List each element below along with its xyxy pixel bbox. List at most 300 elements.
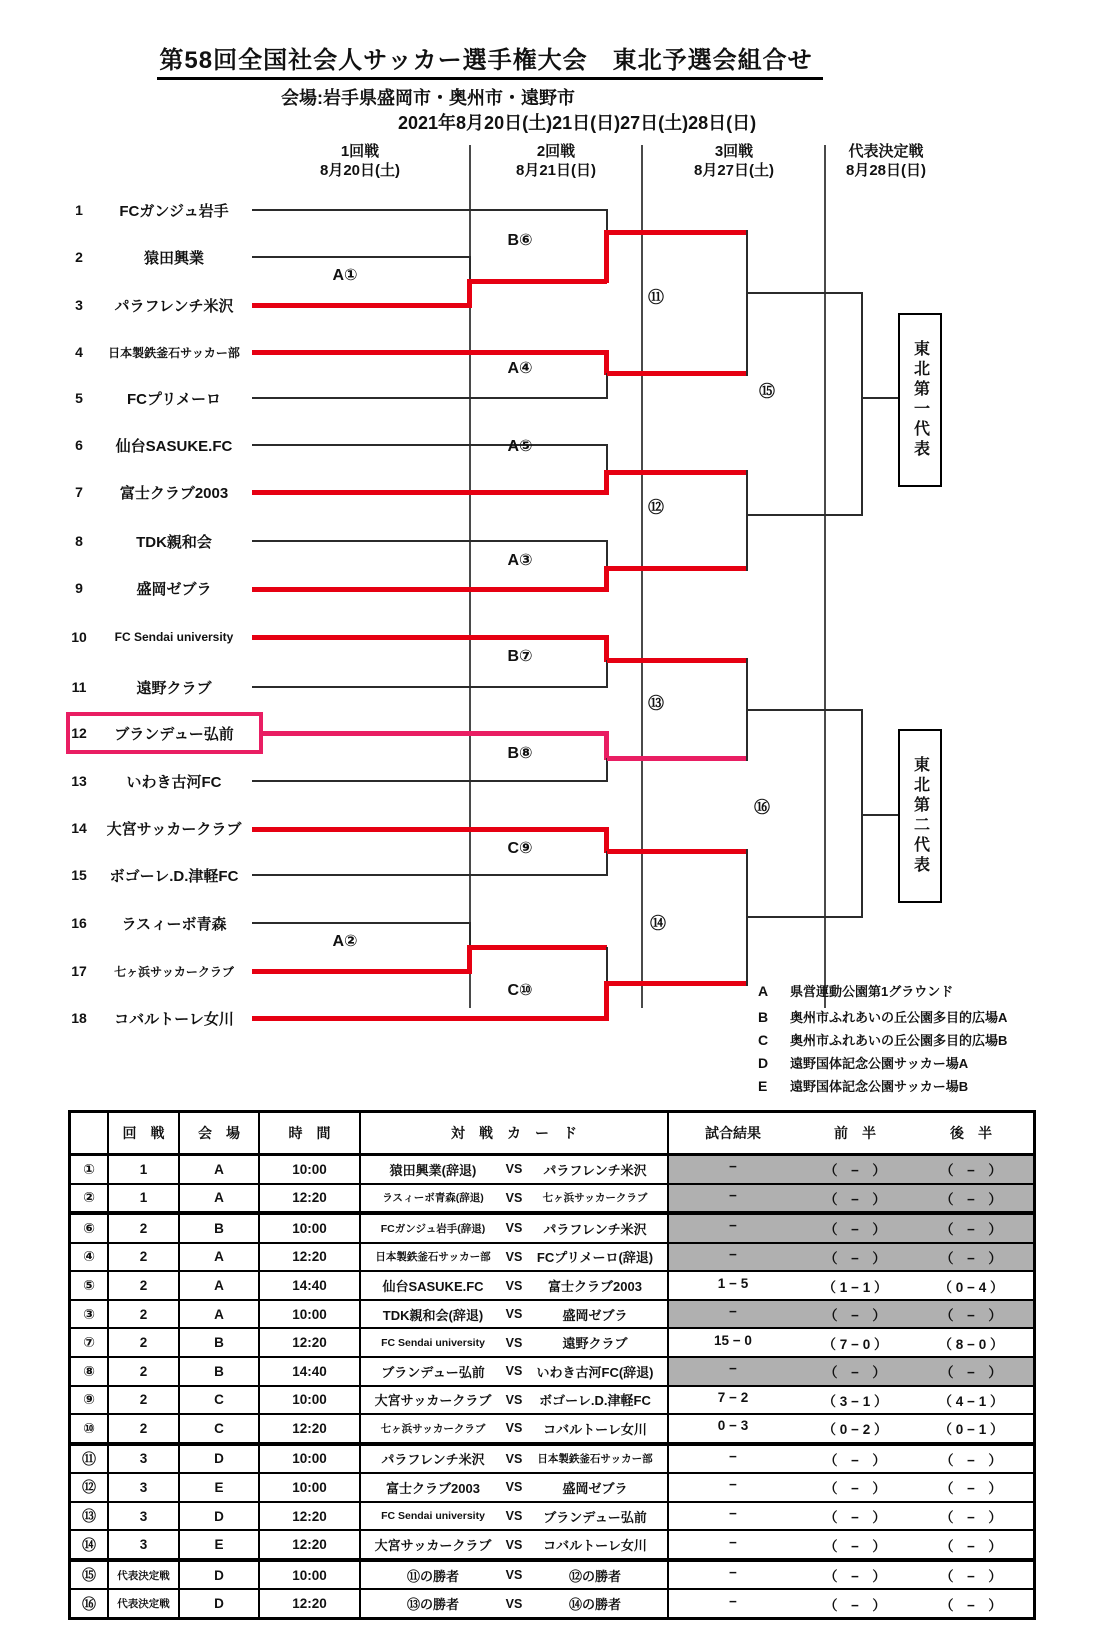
bracket-line — [606, 373, 608, 399]
card-cell — [361, 1387, 669, 1414]
bracket-team-8 — [62, 527, 252, 555]
team-name: コバルトーレ女川 — [114, 1010, 234, 1028]
result-total: 7 − 2 — [717, 1389, 749, 1405]
card-cell — [361, 1272, 669, 1299]
result-first-half: （ − ） — [824, 1308, 886, 1324]
bracket-team-17 — [62, 957, 252, 985]
card-cell — [361, 1562, 669, 1589]
bracket-line — [604, 230, 609, 283]
match-label-b6: B⑥ — [507, 232, 533, 249]
result-second-half: （ 4 − 1 ） — [938, 1393, 1004, 1409]
team-name: FCプリメーロ — [126, 390, 222, 408]
result-second-half: （ 0 − 4 ） — [938, 1279, 1004, 1295]
result-total: 1 − 5 — [717, 1275, 749, 1291]
match-number: ③ — [71, 1301, 109, 1328]
time-cell: 10:00 — [260, 1215, 361, 1242]
bracket-line — [747, 709, 862, 711]
result-second-half: （ 8 − 0 ） — [938, 1336, 1004, 1352]
result-first-half: （ − ） — [824, 1481, 886, 1497]
bracket-line — [252, 397, 607, 399]
winner-box-second: 東北第二代表 — [898, 729, 942, 903]
home-team: 猿田興業(辞退) — [389, 1162, 477, 1178]
card-cell — [361, 1156, 669, 1183]
away-team: 盛岡ゼブラ — [562, 1480, 628, 1496]
result-second-half: （ − ） — [940, 1365, 1002, 1381]
away-team: ⑫の勝者 — [568, 1568, 621, 1584]
match-label-16: ⑯ — [753, 799, 771, 817]
away-team: ブランデュー弘前 — [543, 1509, 647, 1525]
vs-label: VS — [505, 1480, 523, 1495]
bracket-line — [606, 851, 608, 876]
round-cell: 2 — [109, 1301, 180, 1328]
vs-label: VS — [505, 1249, 523, 1264]
match-label-11: ⑪ — [647, 289, 665, 307]
result-cell — [669, 1503, 1033, 1530]
bracket-team-15 — [62, 861, 252, 889]
bracket-line — [606, 209, 608, 232]
header-result — [669, 1113, 1033, 1153]
team-name: 富士クラブ2003 — [119, 484, 229, 502]
match-label-a2: A② — [332, 933, 358, 950]
page-title: 第58回全国社会人サッカー選手権大会 東北予選会組合せ — [0, 40, 980, 75]
venue-cell: D — [180, 1446, 260, 1473]
home-team: FC Sendai university — [381, 1336, 485, 1349]
result-total: 0 − 3 — [717, 1418, 749, 1434]
team-number: 6 — [75, 437, 83, 453]
bracket-line — [607, 849, 747, 854]
table-row — [71, 1156, 1033, 1185]
result-total: − — [729, 1159, 737, 1175]
team-name: 仙台SASUKE.FC — [115, 437, 233, 455]
table-row — [71, 1474, 1033, 1503]
bracket-line — [862, 397, 898, 399]
column-divider — [824, 145, 826, 1008]
result-total: − — [729, 1565, 737, 1581]
match-label-12: ⑫ — [647, 499, 665, 517]
result-total: − — [729, 1304, 737, 1320]
result-total: − — [729, 1246, 737, 1262]
result-total: − — [729, 1448, 737, 1464]
home-team: 大宮サッカークラブ — [374, 1538, 492, 1554]
round-cell: 2 — [109, 1358, 180, 1385]
match-number: ⑫ — [71, 1474, 109, 1501]
home-team: ⑬の勝者 — [406, 1597, 459, 1613]
match-label-a4: A④ — [507, 360, 533, 377]
match-number: ⑩ — [71, 1415, 109, 1442]
away-team: コバルトーレ女川 — [543, 1538, 647, 1554]
away-team: FCプリメーロ(辞退) — [536, 1250, 654, 1266]
table-row — [71, 1301, 1033, 1330]
round-cell: 3 — [109, 1503, 180, 1530]
venue-cell: C — [180, 1387, 260, 1414]
team-name: 盛岡ゼブラ — [136, 580, 212, 598]
venue-cell: C — [180, 1415, 260, 1442]
table-row — [71, 1215, 1033, 1244]
team-name: ボゴーレ.D.津軽FC — [109, 867, 239, 885]
away-team: パラフレンチ米沢 — [543, 1162, 647, 1178]
away-team: パラフレンチ米沢 — [543, 1221, 647, 1237]
result-first-half: （ 7 − 0 ） — [822, 1336, 888, 1352]
vs-label: VS — [505, 1307, 523, 1322]
bracket-line — [252, 444, 607, 446]
team-name: 猿田興業 — [143, 249, 204, 267]
team-number: 10 — [71, 629, 87, 645]
table-row — [71, 1185, 1033, 1216]
round-cell: 2 — [109, 1244, 180, 1271]
venue-cell: E — [180, 1531, 260, 1558]
bracket-team-2 — [62, 243, 252, 271]
vs-label: VS — [505, 1364, 523, 1379]
team-number: 5 — [75, 390, 83, 406]
date-line: 2021年8月20日(土)21日(日)27日(土)28日(日) — [398, 113, 757, 133]
home-team: ⑪の勝者 — [406, 1568, 459, 1584]
venue-cell: D — [180, 1562, 260, 1589]
result-cell — [669, 1272, 1033, 1299]
bracket-team-11 — [62, 673, 252, 701]
venue-cell: A — [180, 1156, 260, 1183]
match-number: ⑦ — [71, 1329, 109, 1356]
time-cell: 10:00 — [260, 1446, 361, 1473]
bracket-line — [606, 660, 608, 688]
card-cell — [361, 1474, 669, 1501]
bracket-line — [252, 350, 607, 355]
away-team: 日本製鉄釜石サッカー部 — [537, 1453, 653, 1466]
match-number: ⑪ — [71, 1446, 109, 1473]
result-first-half: （ 1 − 1 ） — [822, 1279, 888, 1295]
team-number: 14 — [71, 820, 87, 836]
card-cell — [361, 1358, 669, 1385]
match-number: ⑥ — [71, 1215, 109, 1242]
team-name: 日本製鉄釜石サッカー部 — [108, 345, 240, 360]
venue-cell: A — [180, 1272, 260, 1299]
bracket-line — [252, 209, 607, 211]
team-number: 4 — [75, 344, 83, 360]
result-total: − — [729, 1361, 737, 1377]
bracket-line — [607, 566, 747, 571]
time-cell: 10:00 — [260, 1156, 361, 1183]
vs-label: VS — [505, 1568, 523, 1583]
bracket-team-1 — [62, 196, 252, 224]
result-first-half: （ 0 − 2 ） — [822, 1422, 888, 1438]
result-total: − — [729, 1477, 737, 1493]
team-number: 1 — [75, 202, 83, 218]
result-cell — [669, 1215, 1033, 1242]
round-cell: 代表決定戦 — [109, 1590, 180, 1617]
result-second-half: （ − ） — [940, 1481, 1002, 1497]
bracket-line — [252, 686, 607, 688]
bracket-line — [252, 587, 607, 592]
vs-label: VS — [505, 1509, 523, 1524]
result-cell — [669, 1446, 1033, 1473]
bracket-team-16 — [62, 909, 252, 937]
away-team: 富士クラブ2003 — [548, 1279, 642, 1295]
round-cell: 2 — [109, 1215, 180, 1242]
result-first-half: （ − ） — [824, 1250, 886, 1266]
result-total: − — [729, 1593, 737, 1609]
away-team: 盛岡ゼブラ — [562, 1307, 628, 1323]
result-first-half: （ − ） — [824, 1191, 886, 1207]
bracket-line — [252, 780, 607, 782]
table-row — [71, 1415, 1033, 1446]
round-cell: 3 — [109, 1446, 180, 1473]
table-row — [71, 1562, 1033, 1591]
venue-name: 奥州市ふれあいの丘公園多目的広場A — [790, 1010, 1008, 1025]
result-first-half: （ 3 − 1 ） — [822, 1393, 888, 1409]
bracket-line — [861, 292, 863, 516]
venue-cell: A — [180, 1301, 260, 1328]
team-number: 13 — [71, 773, 87, 789]
bracket-team-13 — [62, 767, 252, 795]
card-cell — [361, 1244, 669, 1271]
match-label-b7: B⑦ — [507, 648, 533, 665]
vs-label: VS — [505, 1278, 523, 1293]
team-number: 18 — [71, 1010, 87, 1026]
venue-name: 奥州市ふれあいの丘公園多目的広場B — [790, 1033, 1008, 1048]
home-team: 七ヶ浜サッカークラブ — [380, 1422, 486, 1435]
bracket-line — [252, 256, 470, 258]
table-row — [71, 1446, 1033, 1475]
vs-label: VS — [505, 1335, 523, 1350]
team-name: FCガンジュ岩手 — [119, 202, 229, 220]
card-cell — [361, 1215, 669, 1242]
team-number: 8 — [75, 533, 83, 549]
home-team: 富士クラブ2003 — [386, 1480, 480, 1496]
bracket-line — [252, 635, 607, 640]
bracket-team-18 — [62, 1004, 252, 1032]
venue-code: B — [758, 1009, 769, 1025]
venue-cell: E — [180, 1474, 260, 1501]
result-cell — [669, 1590, 1033, 1617]
venue-legend-e — [758, 1076, 968, 1095]
time-cell: 14:40 — [260, 1358, 361, 1385]
match-number: ⑯ — [71, 1590, 109, 1617]
venue-line: 会場:岩手県盛岡市・奥州市・遠野市 — [281, 88, 575, 108]
result-total: − — [729, 1218, 737, 1234]
card-cell — [361, 1329, 669, 1356]
header-time: 時 間 — [260, 1113, 361, 1153]
result-first-half: （ − ） — [824, 1365, 886, 1381]
venue-name: 遠野国体記念公園サッカー場A — [790, 1056, 969, 1071]
round-cell: 2 — [109, 1272, 180, 1299]
result-second-half: （ − ） — [940, 1569, 1002, 1585]
venue-cell: B — [180, 1358, 260, 1385]
venue-cell: A — [180, 1244, 260, 1271]
result-second-half: （ 0 − 1 ） — [938, 1422, 1004, 1438]
header-result-total: 試合結果 — [705, 1125, 761, 1141]
bracket-team-6 — [62, 431, 252, 459]
result-cell — [669, 1358, 1033, 1385]
team-name: ブランデュー弘前 — [114, 725, 234, 743]
result-second-half: （ − ） — [940, 1452, 1002, 1468]
venue-code: E — [758, 1078, 768, 1094]
bracket-line — [252, 303, 470, 308]
match-number: ⑬ — [71, 1503, 109, 1530]
result-first-half: （ − ） — [824, 1569, 886, 1585]
bracket-line — [747, 514, 862, 516]
result-cell — [669, 1156, 1033, 1183]
vs-label: VS — [505, 1421, 523, 1436]
result-first-half: （ − ） — [824, 1222, 886, 1238]
result-total: − — [729, 1187, 737, 1203]
home-team: 大宮サッカークラブ — [374, 1393, 492, 1409]
bracket-team-14 — [62, 814, 252, 842]
bracket-team-10 — [62, 623, 252, 651]
result-first-half: （ − ） — [824, 1597, 886, 1613]
time-cell: 10:00 — [260, 1301, 361, 1328]
venue-code: A — [758, 983, 769, 999]
bracket-line — [263, 731, 607, 736]
time-cell: 12:20 — [260, 1531, 361, 1558]
result-second-half: （ − ） — [940, 1163, 1002, 1179]
bracket-line — [252, 969, 470, 974]
result-cell — [669, 1474, 1033, 1501]
results-table-header — [71, 1113, 1033, 1156]
match-label-15: ⑮ — [758, 383, 776, 401]
result-cell — [669, 1244, 1033, 1271]
header-round: 回 戦 — [109, 1113, 180, 1153]
card-cell — [361, 1185, 669, 1212]
card-cell — [361, 1503, 669, 1530]
away-team: コバルトーレ女川 — [543, 1421, 647, 1437]
table-row — [71, 1503, 1033, 1532]
result-cell — [669, 1329, 1033, 1356]
bracket-team-4 — [62, 338, 252, 366]
bracket-line — [252, 490, 607, 495]
time-cell: 12:20 — [260, 1185, 361, 1212]
card-cell — [361, 1590, 669, 1617]
match-label-13: ⑬ — [647, 695, 665, 713]
bracket-line — [747, 916, 862, 918]
round-cell: 3 — [109, 1474, 180, 1501]
time-cell: 12:20 — [260, 1503, 361, 1530]
away-team: 七ヶ浜サッカークラブ — [542, 1192, 648, 1205]
result-second-half: （ − ） — [940, 1191, 1002, 1207]
result-cell — [669, 1531, 1033, 1558]
card-cell — [361, 1531, 669, 1558]
match-number: ④ — [71, 1244, 109, 1271]
result-second-half: （ − ） — [940, 1308, 1002, 1324]
team-name: いわき古河FC — [126, 773, 222, 791]
match-label-c9: C⑨ — [507, 840, 533, 857]
result-cell — [669, 1562, 1033, 1589]
result-cell — [669, 1301, 1033, 1328]
round-cell: 2 — [109, 1415, 180, 1442]
venue-name: 県営運動公園第1グラウンド — [790, 984, 954, 999]
vs-label: VS — [505, 1596, 523, 1611]
bracket-line — [607, 981, 747, 986]
team-number: 7 — [75, 484, 83, 500]
team-name: 遠野クラブ — [136, 679, 212, 697]
match-number: ⑭ — [71, 1531, 109, 1558]
match-label-c10: C⑩ — [507, 982, 533, 999]
header-first-half: 前 半 — [834, 1125, 876, 1141]
venue-legend-d — [758, 1053, 968, 1072]
result-first-half: （ − ） — [824, 1510, 886, 1526]
bracket-team-12 — [62, 719, 252, 747]
round-cell: 2 — [109, 1329, 180, 1356]
team-number: 3 — [75, 297, 83, 313]
venue-cell: B — [180, 1215, 260, 1242]
home-team: FC Sendai university — [381, 1510, 485, 1523]
match-label-b8: B⑧ — [507, 745, 533, 762]
bracket-line — [252, 874, 607, 876]
home-team: FCガンジュ岩手(辞退) — [380, 1222, 486, 1235]
home-team: 日本製鉄釜石サッカー部 — [375, 1251, 491, 1264]
vs-label: VS — [505, 1451, 523, 1466]
match-number: ⑮ — [71, 1562, 109, 1589]
venue-code: C — [758, 1032, 769, 1048]
venue-name: 遠野国体記念公園サッカー場B — [790, 1079, 969, 1094]
result-cell — [669, 1387, 1033, 1414]
bracket-line — [607, 371, 747, 376]
venue-cell: A — [180, 1185, 260, 1212]
bracket-team-7 — [62, 478, 252, 506]
bracket-team-9 — [62, 574, 252, 602]
home-team: パラフレンチ米沢 — [381, 1452, 485, 1468]
match-number: ⑤ — [71, 1272, 109, 1299]
round-cell: 1 — [109, 1156, 180, 1183]
home-team: TDK親和会(辞退) — [382, 1307, 484, 1323]
bracket-line — [746, 470, 748, 571]
table-row — [71, 1531, 1033, 1562]
header-card: 対 戦 カ ー ド — [361, 1113, 669, 1153]
table-row — [71, 1272, 1033, 1301]
round-header-1: 1回戦 8月20日(土) — [319, 143, 401, 179]
away-team: ⑭の勝者 — [568, 1597, 621, 1613]
vs-label: VS — [505, 1537, 523, 1552]
result-second-half: （ − ） — [940, 1222, 1002, 1238]
bracket-line — [470, 279, 607, 284]
round-header-2: 2回戦 8月21日(日) — [515, 143, 597, 179]
table-row — [71, 1358, 1033, 1387]
time-cell: 12:20 — [260, 1590, 361, 1617]
header-no — [71, 1113, 109, 1153]
result-cell — [669, 1415, 1033, 1442]
table-row — [71, 1244, 1033, 1273]
match-number: ② — [71, 1185, 109, 1212]
bracket-line — [252, 1016, 607, 1021]
team-number: 16 — [71, 915, 87, 931]
result-first-half: （ − ） — [824, 1452, 886, 1468]
venue-legend-c — [758, 1030, 1007, 1049]
result-second-half: （ − ） — [940, 1538, 1002, 1554]
result-second-half: （ − ） — [940, 1597, 1002, 1613]
team-number: 9 — [75, 580, 83, 596]
bracket-line — [607, 230, 747, 235]
card-cell — [361, 1446, 669, 1473]
card-cell — [361, 1301, 669, 1328]
bracket-line — [746, 230, 748, 376]
bracket-team-3 — [62, 291, 252, 319]
match-label-14: ⑭ — [649, 915, 667, 933]
match-number: ⑧ — [71, 1358, 109, 1385]
round-header-final: 代表決定戦 8月28日(日) — [845, 143, 927, 179]
bracket-line — [607, 470, 747, 475]
table-row — [71, 1387, 1033, 1416]
result-cell — [669, 1185, 1033, 1212]
match-label-a5: A⑤ — [507, 438, 533, 455]
time-cell: 12:20 — [260, 1415, 361, 1442]
home-team: ラスィーボ青森(辞退) — [382, 1192, 484, 1205]
time-cell: 10:00 — [260, 1474, 361, 1501]
venue-cell: D — [180, 1503, 260, 1530]
column-divider — [641, 145, 643, 1008]
round-cell: 1 — [109, 1185, 180, 1212]
bracket-line — [252, 922, 470, 924]
result-first-half: （ − ） — [824, 1538, 886, 1554]
time-cell: 10:00 — [260, 1562, 361, 1589]
bracket-line — [604, 981, 609, 1021]
